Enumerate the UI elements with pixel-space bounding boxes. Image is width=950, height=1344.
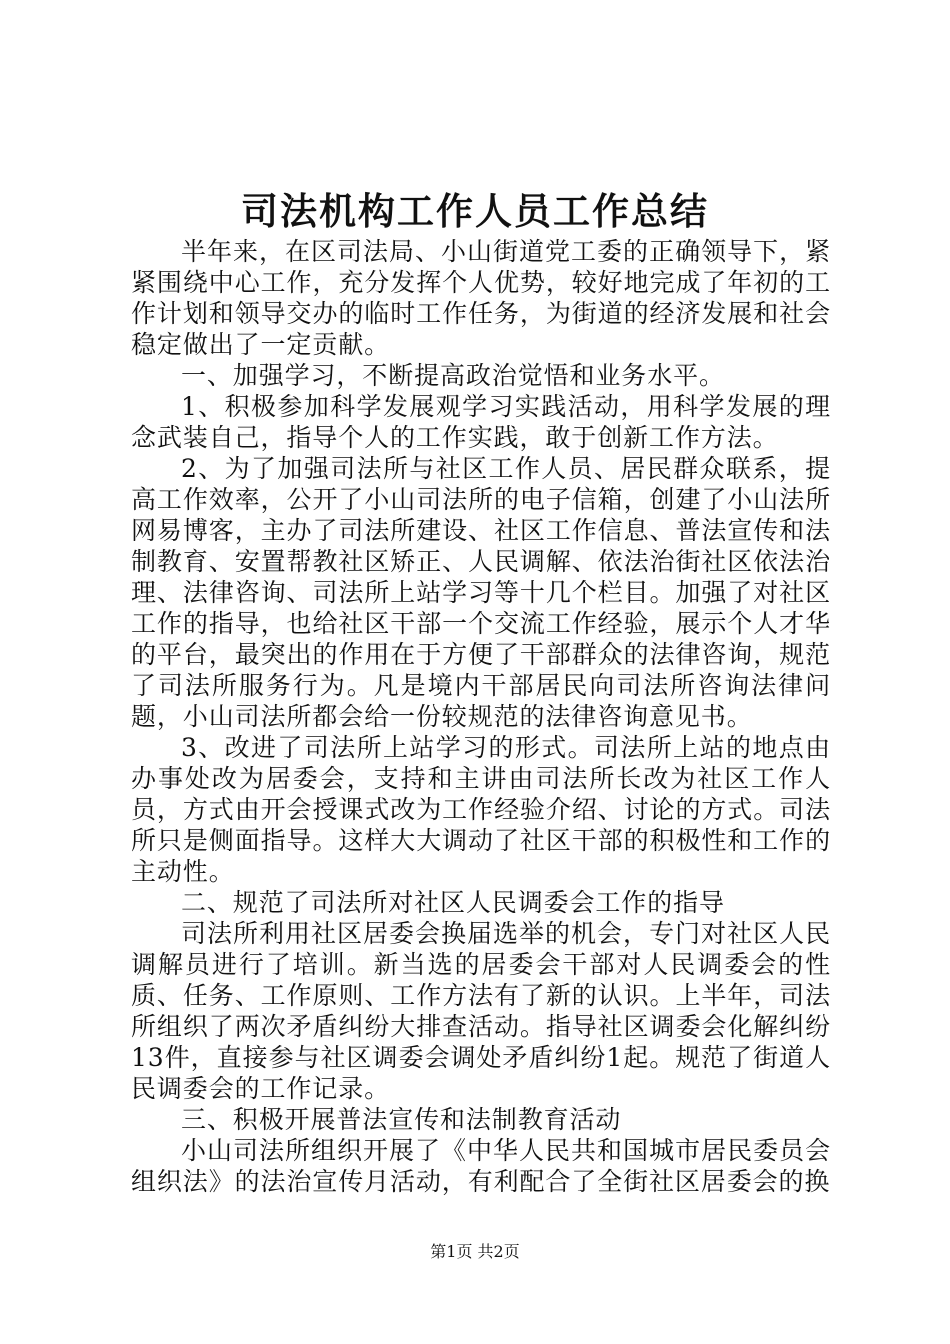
section-1-item-1: 1、积极参加科学发展观学习实践活动，用科学发展的理念武装自己，指导个人的工作实践，敢于创新工作方法。 [131,392,831,452]
document-title: 司法机构工作人员工作总结 [241,189,709,233]
section-heading-2: 二、规范了司法所对社区人民调委会工作的指导 [181,888,725,917]
section-2-paragraph: 司法所利用社区居委会换届选举的机会，专门对社区人民调解员进行了培训。新当选的居委会干部对人民调委会的性质、任务、工作原则、工作方法有了新的认识。上半年，司法所组织了两次矛盾纠纷大排查活动。指导社区调委会化解纠纷13件，直接参与社区调委会调处矛盾纠纷1起。规范了街道人民调委会的工作记录。 [131,919,831,1103]
section-3-paragraph: 小山司法所组织开展了《中华人民共和国城市居民委员会组织法》的法治宣传月活动，有利配合了全街社区居委会的换 [131,1136,831,1196]
section-1-item-2: 2、为了加强司法所与社区工作人员、居民群众联系，提高工作效率，公开了小山司法所的电子信箱，创建了小山法所网易博客，主办了司法所建设、社区工作信息、普法宣传和法制教育、安置帮教社区矫正、人民调解、依法治街社区依法治理、法律咨询、司法所上站学习等十几个栏目。加强了对社区工作的指导，也给社区干部一个交流工作经验，展示个人才华的平台，最突出的作用在于方便了干部群众的法律咨询，规范了司法所服务行为。凡是境内干部居民向司法所咨询法律问题，小山司法所都会给一份较规范的法律咨询意见书。 [131,454,831,731]
section-heading-3: 三、积极开展普法宣传和法制教育活动 [181,1105,622,1134]
page-footer: 第1页 共2页 [430,1242,520,1261]
section-heading-1: 一、加强学习，不断提高政治觉悟和业务水平。 [181,361,725,390]
intro-paragraph: 半年来，在区司法局、小山街道党工委的正确领导下，紧紧围绕中心工作，充分发挥个人优势，较好地完成了年初的工作计划和领导交办的临时工作任务，为街道的经济发展和社会稳定做出了一定贡献。 [131,237,831,359]
document-body [131,236,831,1197]
section-1-item-3: 3、改进了司法所上站学习的形式。司法所上站的地点由办事处改为居委会，支持和主讲由司法所长改为社区工作人员，方式由开会授课式改为工作经验介绍、讨论的方式。司法所只是侧面指导。这样大大调动了社区干部的积极性和工作的主动性。 [131,733,831,886]
